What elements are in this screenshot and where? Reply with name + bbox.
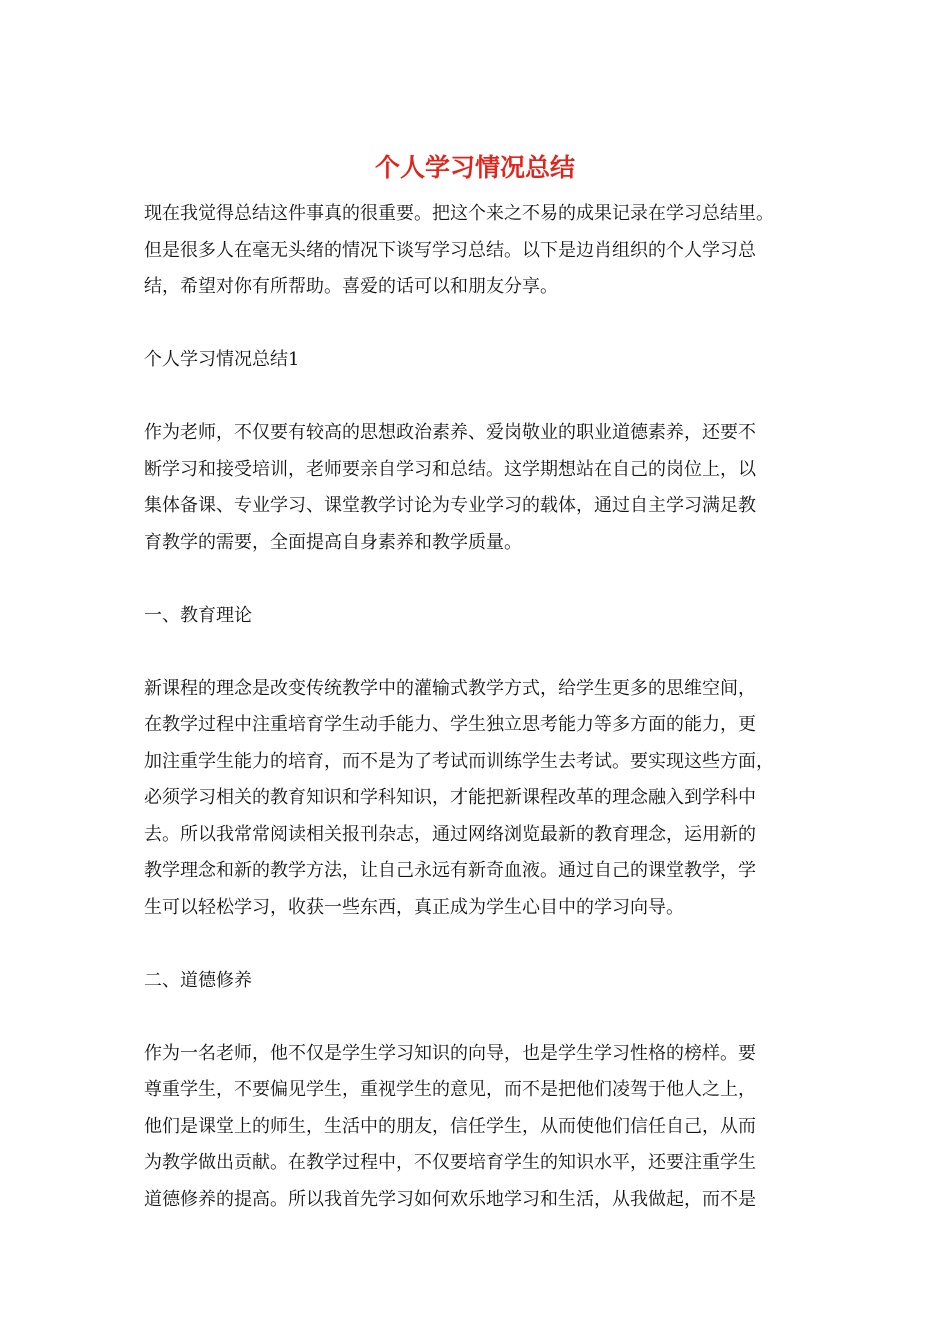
ethics-line: 为教学做出贡献。在教学过程中，不仅要培育学生的知识水平，还要注重学生 [144,1152,756,1173]
section1-line: 育教学的需要，全面提高自身素养和教学质量。 [144,531,522,553]
intro-line: 但是很多人在毫无头绪的情况下谈写学习总结。以下是边肖组织的个人学习总 [144,239,756,261]
section1-line: 断学习和接受培训，老师要亲自学习和总结。这学期想站在自己的岗位上，以 [144,458,756,480]
section1-heading: 个人学习情况总结1 [144,349,300,370]
section1-paragraph [144,415,814,561]
section1-line: 集体备课、专业学习、课堂教学讨论为专业学习的载体，通过自主学习满足教 [144,495,756,516]
theory-heading: 一、教育理论 [144,604,252,626]
theory-line: 新课程的理念是改变传统教学中的灌输式教学方式，给学生更多的思维空间， [144,677,756,699]
paragraph-gap [144,634,814,671]
theory-line: 生可以轻松学习，收获一些东西，真正成为学生心目中的学习向导。 [144,896,684,918]
ethics-line: 道德修养的提高。所以我首先学习如何欢乐地学习和生活，从我做起，而不是 [144,1188,756,1210]
document-title: 个人学习情况总结 [374,153,575,182]
ethics-line: 尊重学生，不要偏见学生，重视学生的意见，而不是把他们凌驾于他人之上， [144,1079,756,1100]
paragraph-gap [144,999,814,1036]
theory-line: 必须学习相关的教育知识和学科知识，才能把新课程改革的理念融入到学科中 [144,787,756,808]
document-body [144,196,814,1218]
section1-line: 作为老师，不仅要有较高的思想政治素养、爱岗敬业的职业道德素养，还要不 [144,422,756,443]
ethics-paragraph [144,1036,814,1219]
ethics-line: 他们是课堂上的师生，生活中的朋友，信任学生，从而使他们信任自己，从而 [144,1115,756,1137]
theory-line: 在教学过程中注重培育学生动手能力、学生独立思考能力等多方面的能力，更 [144,714,756,735]
theory-line: 加注重学生能力的培育，而不是为了考试而训练学生去考试。要实现这些方面， [144,750,774,772]
intro-line: 结，希望对你有所帮助。喜爱的话可以和朋友分享。 [144,276,558,297]
paragraph-gap [144,379,814,416]
ethics-heading: 二、道德修养 [144,969,252,991]
paragraph-gap [144,926,814,963]
theory-line: 去。所以我常常阅读相关报刊杂志，通过网络浏览最新的教育理念，运用新的 [144,823,756,845]
paragraph-gap [144,306,814,343]
intro-line: 现在我觉得总结这件事真的很重要。把这个来之不易的成果记录在学习总结里。 [144,203,774,224]
intro-paragraph [144,196,814,306]
theory-line: 教学理念和新的教学方法，让自己永远有新奇血液。通过自己的课堂教学，学 [144,860,756,881]
paragraph-gap [144,561,814,598]
theory-paragraph [144,671,814,927]
ethics-line: 作为一名老师，他不仅是学生学习知识的向导，也是学生学习性格的榜样。要 [144,1042,756,1064]
